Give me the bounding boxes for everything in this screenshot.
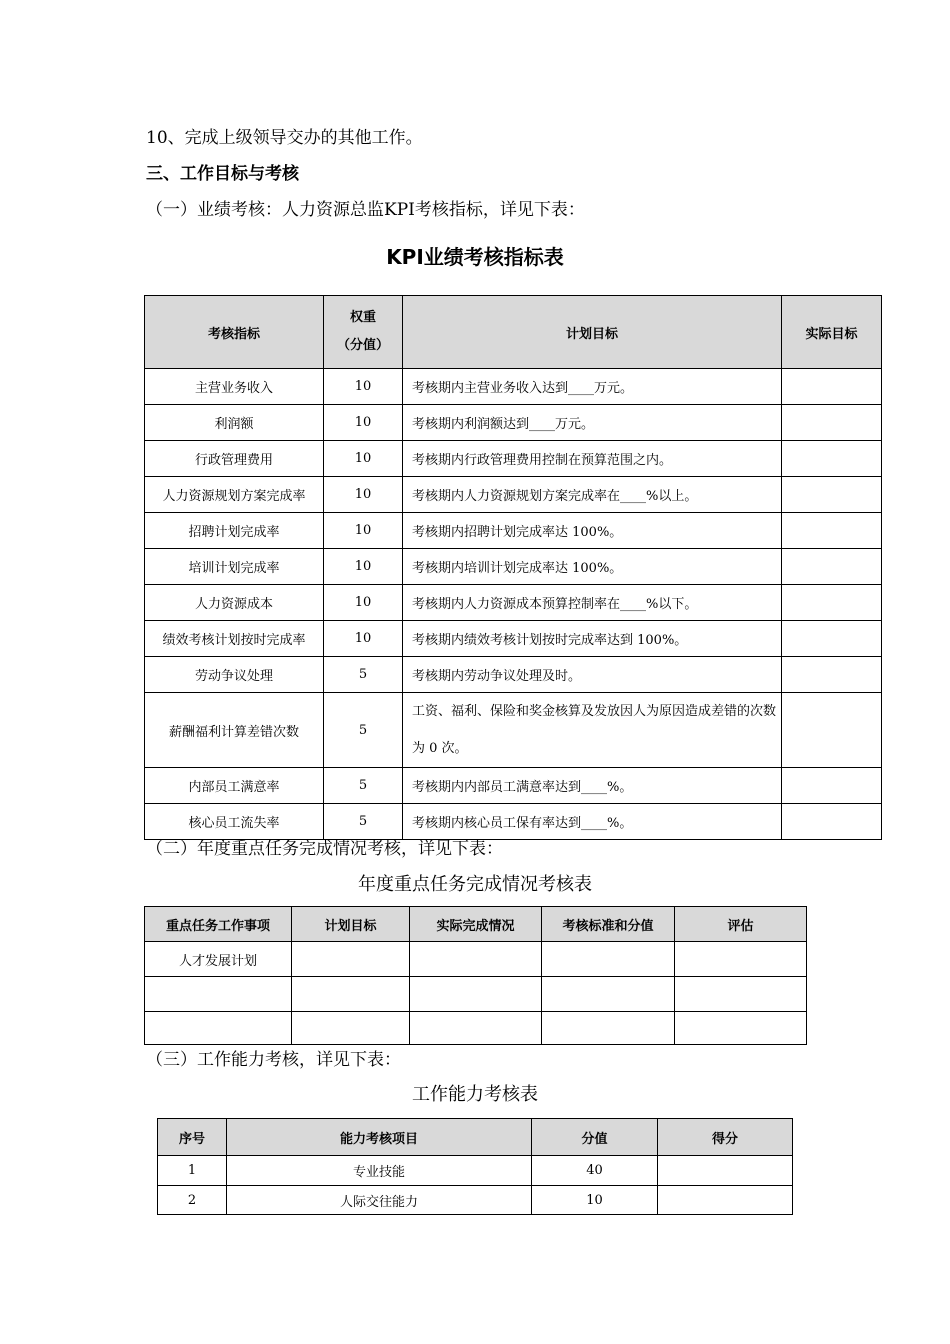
table-row	[145, 1012, 807, 1045]
indicator-cell: 培训计划完成率	[145, 549, 324, 585]
col-header-weight	[324, 296, 403, 369]
actual-cell[interactable]	[782, 768, 882, 804]
actual-cell[interactable]	[410, 942, 542, 977]
item-cell: 人际交往能力	[227, 1186, 532, 1215]
task-cell[interactable]	[145, 977, 292, 1012]
result-cell[interactable]	[658, 1156, 793, 1186]
indicator-cell: 劳动争议处理	[145, 657, 324, 693]
plan-cell: 考核期内人力资源成本预算控制率在____%以下。	[403, 585, 782, 621]
weight-unit-label: （分值）	[336, 338, 389, 353]
table-row	[145, 513, 882, 549]
tasks-header-row	[145, 907, 807, 942]
col-header-indicator: 考核指标	[145, 296, 324, 369]
weight-cell: 10	[324, 585, 403, 621]
table-row	[158, 1156, 793, 1186]
ability-header-row	[158, 1119, 793, 1156]
weight-cell: 5	[324, 693, 403, 768]
score-cell: 40	[532, 1156, 658, 1186]
no-cell: 1	[158, 1156, 227, 1186]
col-header-score: 分值	[532, 1119, 658, 1156]
score-cell: 10	[532, 1186, 658, 1215]
col-header-task: 重点任务工作事项	[145, 907, 292, 942]
weight-cell: 10	[324, 549, 403, 585]
subsection-2: （二）年度重点任务完成情况考核，详见下表：	[146, 839, 503, 859]
ability-table-title: 工作能力考核表	[412, 1084, 538, 1105]
actual-cell[interactable]	[782, 621, 882, 657]
actual-cell[interactable]	[782, 441, 882, 477]
col-header-result: 得分	[658, 1119, 793, 1156]
weight-cell: 5	[324, 804, 403, 840]
item-cell: 专业技能	[227, 1156, 532, 1186]
indicator-cell: 绩效考核计划按时完成率	[145, 621, 324, 657]
tasks-table-title: 年度重点任务完成情况考核表	[358, 874, 592, 895]
weight-cell: 10	[324, 369, 403, 405]
weight-cell: 10	[324, 621, 403, 657]
standard-cell[interactable]	[542, 942, 675, 977]
table-row	[145, 693, 882, 768]
task-cell[interactable]	[145, 1012, 292, 1045]
plan-cell: 考核期内核心员工保有率达到____%。	[403, 804, 782, 840]
no-cell: 2	[158, 1186, 227, 1215]
plan-cell: 考核期内培训计划完成率达 100%。	[403, 549, 782, 585]
col-header-item: 能力考核项目	[227, 1119, 532, 1156]
table-row	[145, 804, 882, 840]
col-header-evaluation: 评估	[675, 907, 807, 942]
actual-cell[interactable]	[782, 585, 882, 621]
weight-cell: 10	[324, 441, 403, 477]
plan-cell: 考核期内绩效考核计划按时完成率达到 100%。	[403, 621, 782, 657]
actual-cell[interactable]	[410, 977, 542, 1012]
col-header-actual: 实际目标	[782, 296, 882, 369]
weight-cell: 10	[324, 405, 403, 441]
indicator-cell: 薪酬福利计算差错次数	[145, 693, 324, 768]
subsection-1: （一）业绩考核：人力资源总监KPI考核指标，详见下表：	[146, 200, 585, 220]
result-cell[interactable]	[658, 1186, 793, 1215]
table-row	[145, 942, 807, 977]
plan-cell: 考核期内利润额达到____万元。	[403, 405, 782, 441]
plan-cell: 考核期内内部员工满意率达到____%。	[403, 768, 782, 804]
actual-cell[interactable]	[410, 1012, 542, 1045]
indicator-cell: 人力资源成本	[145, 585, 324, 621]
standard-cell[interactable]	[542, 1012, 675, 1045]
table-row	[158, 1186, 793, 1215]
plan-cell[interactable]	[292, 942, 410, 977]
kpi-table	[144, 295, 882, 840]
plan-cell: 考核期内人力资源规划方案完成率在____%以上。	[403, 477, 782, 513]
list-item-10: 10、完成上级领导交办的其他工作。	[146, 128, 423, 148]
indicator-cell: 招聘计划完成率	[145, 513, 324, 549]
kpi-header-row	[145, 296, 882, 369]
weight-cell: 5	[324, 657, 403, 693]
table-row	[145, 657, 882, 693]
section-heading-3: 三、工作目标与考核	[146, 164, 299, 184]
evaluation-cell[interactable]	[675, 942, 807, 977]
actual-cell[interactable]	[782, 477, 882, 513]
actual-cell[interactable]	[782, 693, 882, 768]
col-header-standard: 考核标准和分值	[542, 907, 675, 942]
col-header-actual: 实际完成情况	[410, 907, 542, 942]
plan-cell: 考核期内劳动争议处理及时。	[403, 657, 782, 693]
table-row	[145, 621, 882, 657]
weight-cell: 10	[324, 513, 403, 549]
table-row	[145, 405, 882, 441]
indicator-cell: 利润额	[145, 405, 324, 441]
actual-cell[interactable]	[782, 513, 882, 549]
actual-cell[interactable]	[782, 405, 882, 441]
subsection-3: （三）工作能力考核，详见下表：	[146, 1050, 401, 1070]
col-header-plan: 计划目标	[403, 296, 782, 369]
standard-cell[interactable]	[542, 977, 675, 1012]
table-row	[145, 768, 882, 804]
task-cell: 人才发展计划	[145, 942, 292, 977]
table-row	[145, 369, 882, 405]
weight-cell: 5	[324, 768, 403, 804]
actual-cell[interactable]	[782, 369, 882, 405]
actual-cell[interactable]	[782, 549, 882, 585]
ability-table	[157, 1118, 793, 1215]
col-header-no: 序号	[158, 1119, 227, 1156]
plan-cell: 考核期内行政管理费用控制在预算范围之内。	[403, 441, 782, 477]
tasks-table	[144, 906, 807, 1045]
indicator-cell: 行政管理费用	[145, 441, 324, 477]
indicator-cell: 核心员工流失率	[145, 804, 324, 840]
indicator-cell: 主营业务收入	[145, 369, 324, 405]
plan-cell[interactable]	[292, 977, 410, 1012]
table-row	[145, 585, 882, 621]
plan-cell: 考核期内招聘计划完成率达 100%。	[403, 513, 782, 549]
col-header-plan: 计划目标	[292, 907, 410, 942]
indicator-cell: 内部员工满意率	[145, 768, 324, 804]
indicator-cell: 人力资源规划方案完成率	[145, 477, 324, 513]
evaluation-cell[interactable]	[675, 1012, 807, 1045]
table-row	[145, 477, 882, 513]
actual-cell[interactable]	[782, 657, 882, 693]
plan-cell: 考核期内主营业务收入达到____万元。	[403, 369, 782, 405]
kpi-table-title: KPI业绩考核指标表	[386, 245, 564, 269]
plan-cell: 工资、福利、保险和奖金核算及发放因人为原因造成差错的次数为 0 次。	[403, 693, 782, 768]
weight-label: 权重	[349, 310, 376, 325]
plan-cell[interactable]	[292, 1012, 410, 1045]
evaluation-cell[interactable]	[675, 977, 807, 1012]
actual-cell[interactable]	[782, 804, 882, 840]
table-row	[145, 977, 807, 1012]
table-row	[145, 549, 882, 585]
weight-cell: 10	[324, 477, 403, 513]
table-row	[145, 441, 882, 477]
